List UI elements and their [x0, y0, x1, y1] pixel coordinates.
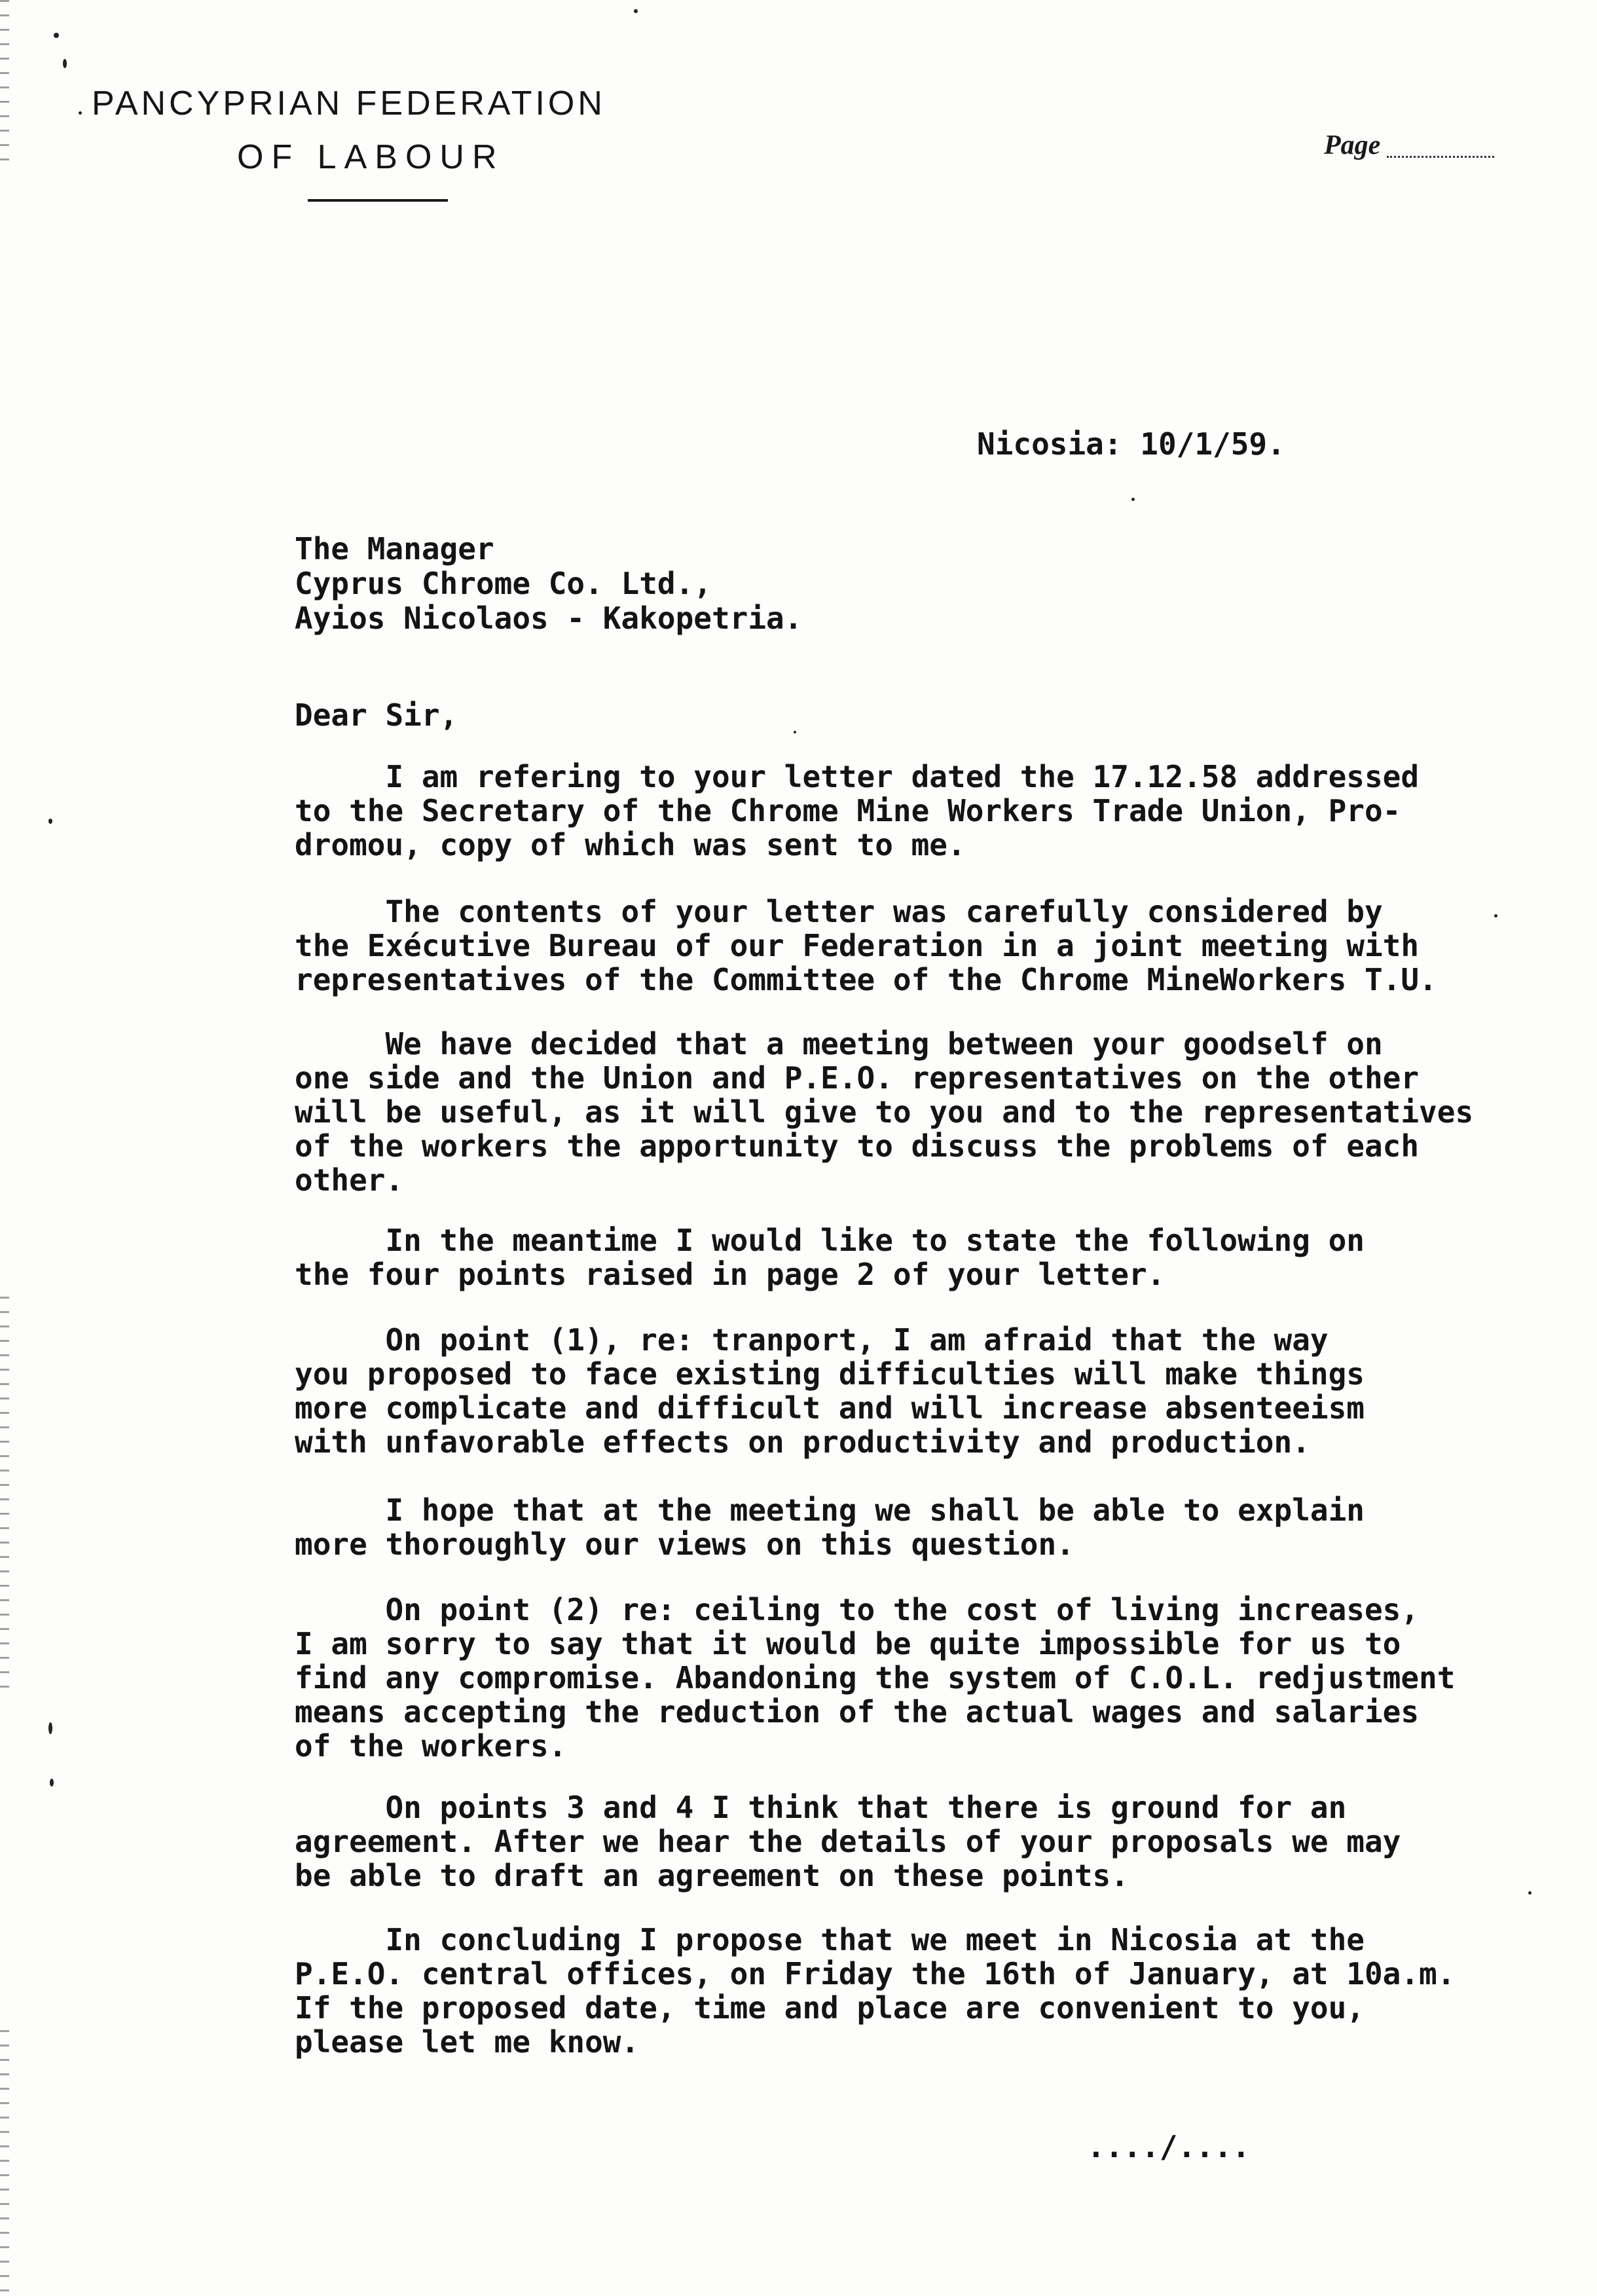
body-paragraph: The contents of your letter was carefully considered by the Exécutive Bureau of our Federation in a joint meeting with representatives of the Committee of the Chrome MineWorkers T.U.	[295, 894, 1437, 997]
scan-edge-noise	[0, 0, 9, 170]
scan-edge-noise	[0, 2030, 9, 2292]
body-paragraph: In concluding I propose that we meet in Nicosia at the P.E.O. central offices, on Friday the 16th of January, at 10a.m. If the proposed date, time and place are convenient to you, please let me know.	[295, 1922, 1456, 2060]
scan-speck	[1494, 914, 1497, 917]
page-number-label: Page	[1324, 130, 1381, 160]
scan-speck	[79, 111, 82, 115]
scan-speck	[1131, 498, 1135, 501]
body-paragraph: On point (2) re: ceiling to the cost of living increases, I am sorry to say that it would be quite impossible for us to find any compromise. Abandoning the system of C.O.L. redjustment means accepting the reduction of the actual wages and salaries of the workers.	[295, 1592, 1456, 1764]
scan-speck	[634, 9, 638, 13]
scan-speck	[54, 33, 59, 38]
letterhead-org-name: PANCYPRIAN FEDERATION	[92, 84, 606, 122]
scan-edge-noise	[0, 1297, 9, 1690]
scan-speck	[48, 819, 52, 824]
scan-speck	[50, 1779, 54, 1787]
recipient-line: Cyprus Chrome Co. Ltd.,	[295, 566, 712, 601]
body-paragraph: In the meantime I would like to state the following on the four points raised in page 2 of your letter.	[295, 1223, 1365, 1292]
scan-speck	[63, 59, 67, 68]
recipient-line: Ayios Nicolaos - Kakopetria.	[295, 601, 803, 636]
scan-speck	[794, 731, 796, 733]
body-paragraph: On points 3 and 4 I think that there is ground for an agreement. After we hear the details of your proposals we may be able to draft an agreement on these points.	[295, 1790, 1401, 1893]
body-paragraph: I hope that at the meeting we shall be able to explain more thoroughly our views on this question.	[295, 1492, 1365, 1562]
continuation-mark: ..../....	[1087, 2129, 1251, 2164]
body-paragraph: I am refering to your letter dated the 17.12.58 addressed to the Secretary of the Chrome Mine Workers Trade Union, Pro- dromou, copy of which was sent to me.	[295, 759, 1420, 862]
scan-speck	[1528, 1891, 1532, 1895]
letterhead-rule	[308, 199, 448, 202]
body-paragraph: We have decided that a meeting between your goodself on one side and the Union and P.E.O. representatives on the other will be useful, as it will give to you and to the representatives of the workers the apportunity to discuss the problems of each other.	[295, 1026, 1474, 1198]
page-number-blank	[1387, 156, 1494, 158]
body-paragraph: On point (1), re: tranport, I am afraid that the way you proposed to face existing difficulties will make things more complicate and difficult and will increase absenteeism with unfavorable effects on productivity and production.	[295, 1322, 1365, 1460]
recipient-address	[295, 532, 802, 636]
salutation: Dear Sir,	[295, 697, 458, 733]
scan-speck	[48, 1722, 52, 1734]
letterhead-org-name-line2: OF LABOUR	[237, 138, 505, 176]
dateline: Nicosia: 10/1/59.	[977, 426, 1285, 462]
recipient-line: The Manager	[295, 531, 494, 566]
